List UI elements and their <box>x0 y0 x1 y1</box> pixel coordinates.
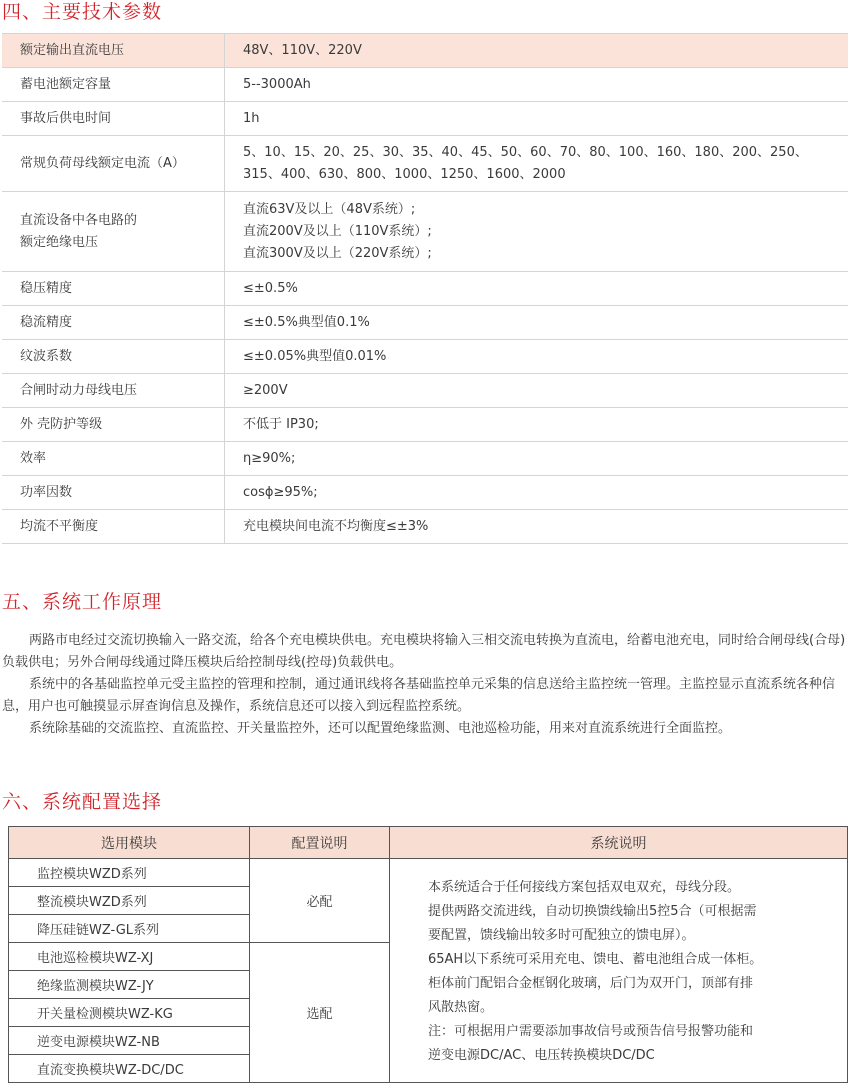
description-line: 柜体前门配铝合金框钢化玻璃，后门为双开门，顶部有排 <box>428 975 754 991</box>
spec-value: ≤±0.5%典型值0.1% <box>225 306 849 340</box>
spec-value <box>225 192 849 272</box>
spec-value: η≥90%; <box>225 442 849 476</box>
spec-value: 1h <box>225 102 849 136</box>
module-name: 降压硅链WZ-GL系列 <box>9 915 250 943</box>
description-line: 风散热窗。 <box>428 999 494 1015</box>
spec-name: 功率因数 <box>2 476 225 510</box>
module-name: 整流模块WZD系列 <box>9 887 250 915</box>
spec-name <box>2 192 225 272</box>
config-header-row <box>9 827 848 859</box>
paragraph: 系统中的各基础监控单元受主监控的管理和控制，通过通讯线将各基础监控单元采集的信息送给主监控统一管理。主监控显示直流系统各种信息，用户也可触摸显示屏查询信息及操作，系统信息还可以接入到远程监控系统。 <box>2 677 836 714</box>
module-name: 直流变换模块WZ-DC/DC <box>9 1055 250 1083</box>
spec-name: 稳压精度 <box>2 272 225 306</box>
table-row <box>9 859 848 887</box>
description-line: 65AH以下系统可采用充电、馈电、蓄电池组合成一体柜。 <box>428 951 763 967</box>
spec-row <box>2 408 848 442</box>
system-description <box>390 859 848 1083</box>
spec-row <box>2 136 848 192</box>
spec-name: 外 壳防护等级 <box>2 408 225 442</box>
spec-row <box>2 272 848 306</box>
spec-row <box>2 192 848 272</box>
description-line: 逆变电源DC/AC、电压转换模块DC/DC <box>428 1047 655 1063</box>
spec-name: 均流不平衡度 <box>2 510 225 544</box>
column-header-module: 选用模块 <box>9 827 250 859</box>
spec-value-line: 315、400、630、800、1000、1250、1600、2000 <box>243 166 566 182</box>
spec-value: 5--3000Ah <box>225 68 849 102</box>
spec-row <box>2 374 848 408</box>
spec-name-line: 额定绝缘电压 <box>20 234 99 250</box>
paragraph: 两路市电经过交流切换输入一路交流，给各个充电模块供电。充电模块将输入三相交流电转换为直流电，给蓄电池充电，同时给合闸母线(合母)负载供电；另外合闸母线通过降压模块后给控制母线(控母)负载供电。 <box>2 633 846 670</box>
spec-row <box>2 68 848 102</box>
description-line: 注：可根据用户需要添加事故信号或预告信号报警功能和 <box>428 1023 754 1039</box>
spec-row <box>2 340 848 374</box>
spec-name: 事故后供电时间 <box>2 102 225 136</box>
spec-name: 额定输出直流电压 <box>2 34 225 68</box>
description-line: 本系统适合于任何接线方案包括双电双充，母线分段。 <box>428 879 741 895</box>
module-name: 开关量检测模块WZ-KG <box>9 999 250 1027</box>
module-name: 绝缘监测模块WZ-JY <box>9 971 250 999</box>
section-title-tech-params: 四、主要技术参数 <box>2 1 163 23</box>
spec-name: 蓄电池额定容量 <box>2 68 225 102</box>
spec-value: 48V、110V、220V <box>225 34 849 68</box>
spec-value-line: 直流63V及以上（48V系统）; <box>243 201 416 217</box>
spec-name: 稳流精度 <box>2 306 225 340</box>
spec-value: 充电模块间电流不均衡度≤±3% <box>225 510 849 544</box>
spec-value-line: 5、10、15、20、25、30、35、40、45、50、60、70、80、100、160、180、200、250、 <box>243 144 808 160</box>
column-header-config: 配置说明 <box>250 827 390 859</box>
spec-value <box>225 136 849 192</box>
module-name: 监控模块WZD系列 <box>9 859 250 887</box>
config-required: 必配 <box>250 859 390 943</box>
spec-row <box>2 34 848 68</box>
spec-row <box>2 510 848 544</box>
spec-name: 合闸时动力母线电压 <box>2 374 225 408</box>
spec-name: 常规负荷母线额定电流（A） <box>2 136 225 192</box>
spec-row <box>2 476 848 510</box>
spec-row <box>2 442 848 476</box>
config-table <box>8 826 848 1083</box>
spec-name: 效率 <box>2 442 225 476</box>
description-line: 提供两路交流进线，自动切换馈线输出5控5合（可根据需 <box>428 903 757 919</box>
section-title-principle: 五、系统工作原理 <box>2 591 163 613</box>
spec-value: ≤±0.05%典型值0.01% <box>225 340 849 374</box>
spec-value-line: 直流300V及以上（220V系统）; <box>243 245 432 261</box>
spec-name: 纹波系数 <box>2 340 225 374</box>
paragraph: 系统除基础的交流监控、直流监控、开关量监控外，还可以配置绝缘监测、电池巡检功能，用来对直流系统进行全面监控。 <box>29 721 732 736</box>
spec-row <box>2 102 848 136</box>
spec-value: ≤±0.5% <box>225 272 849 306</box>
spec-value: cosϕ≥95%; <box>225 476 849 510</box>
spec-value-line: 直流200V及以上（110V系统）; <box>243 223 432 239</box>
section-title-config: 六、系统配置选择 <box>2 791 163 813</box>
spec-value: 不低于 IP30; <box>225 408 849 442</box>
spec-value: ≥200V <box>225 374 849 408</box>
tech-params-table <box>2 33 848 544</box>
description-line: 要配置，馈线输出较多时可配独立的馈电屏）。 <box>428 927 695 943</box>
principle-text <box>2 630 850 740</box>
spec-name-line: 直流设备中各电路的 <box>20 212 138 228</box>
column-header-description: 系统说明 <box>390 827 848 859</box>
module-name: 逆变电源模块WZ-NB <box>9 1027 250 1055</box>
spec-row <box>2 306 848 340</box>
module-name: 电池巡检模块WZ-XJ <box>9 943 250 971</box>
config-optional: 选配 <box>250 943 390 1083</box>
